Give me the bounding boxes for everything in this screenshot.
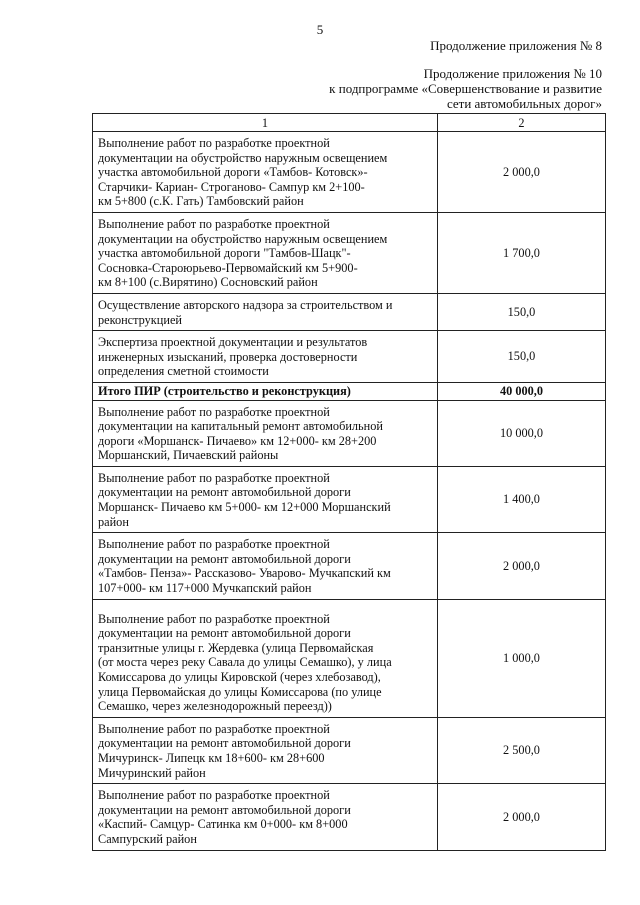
table-row <box>93 466 606 532</box>
subprogram-header-line: Продолжение приложения № 10 <box>423 66 602 81</box>
row-amount: 150,0 <box>438 293 606 330</box>
page-number: 5 <box>316 22 324 37</box>
row-description <box>93 293 438 330</box>
column-header-2: 2 <box>438 114 606 132</box>
table-row <box>93 400 606 466</box>
table-row <box>93 533 606 599</box>
table-row <box>93 132 606 213</box>
table-header-row <box>93 114 606 132</box>
description-line: документации на ремонт автомобильной дороги <box>98 551 351 566</box>
description-line: дороги «Моршанск- Пичаево» км 12+000- км 28+200 <box>98 433 377 448</box>
row-description <box>93 400 438 466</box>
row-description <box>93 331 438 383</box>
description-line: 107+000- км 117+000 Мучкапский район <box>98 581 312 596</box>
row-amount: 150,0 <box>438 331 606 383</box>
description-line: «Каспий- Самцур- Сатинка км 0+000- км 8+000 <box>98 817 348 832</box>
row-description <box>93 533 438 599</box>
column-header-1: 1 <box>93 114 438 132</box>
description-line: Мичуринск- Липецк км 18+600- км 28+600 <box>98 750 325 765</box>
description-line: Итого ПИР (строительство и реконструкция) <box>98 383 351 398</box>
description-line: Моршанск- Пичаево км 5+000- км 12+000 Моршанский <box>98 500 391 515</box>
row-amount: 2 000,0 <box>438 784 606 850</box>
row-amount: 40 000,0 <box>438 382 606 400</box>
description-line: улица Первомайская до улицы Комиссарова (по улице <box>98 684 382 699</box>
description-line: инженерных изысканий, проверка достоверности <box>98 349 358 364</box>
subprogram-header-line: сети автомобильных дорог» <box>446 96 602 111</box>
description-line: Выполнение работ по разработке проектной <box>98 136 330 150</box>
description-line: участка автомобильной дороги «Тамбов- Котовск»- <box>98 165 368 180</box>
description-line: Старчики- Кариан- Строганово- Сампур км 2+100- <box>98 179 365 194</box>
table-total-row <box>93 382 606 400</box>
row-amount: 1 700,0 <box>438 212 606 293</box>
description-line: участка автомобильной дороги "Тамбов-Шацк"- <box>98 246 351 261</box>
description-line: Выполнение работ по разработке проектной <box>98 611 330 626</box>
table-row <box>93 784 606 850</box>
row-amount: 2 500,0 <box>438 717 606 783</box>
description-line: документации на капитальный ремонт автомобильной <box>98 419 383 434</box>
appendix-continuation-header: Продолжение приложения № 8 <box>430 38 602 53</box>
row-description <box>93 599 438 717</box>
table-row <box>93 293 606 330</box>
row-description <box>93 784 438 850</box>
expenditure-table <box>92 113 606 851</box>
description-line: Выполнение работ по разработке проектной <box>98 216 330 231</box>
description-line: (от моста через реку Савала до улицы Семашко), у лица <box>98 655 392 670</box>
subprogram-header <box>329 66 602 111</box>
description-line: Выполнение работ по разработке проектной <box>98 537 330 552</box>
description-line: документации на ремонт автомобильной дороги <box>98 626 351 641</box>
description-line: Осуществление авторского надзора за строительством и <box>98 297 393 312</box>
description-line: Комиссарова до улицы Кировской (через хлебозавод), <box>98 670 381 684</box>
description-line: документации на обустройство наружным освещением <box>98 150 388 165</box>
row-description <box>93 212 438 293</box>
row-amount: 1 400,0 <box>438 466 606 532</box>
description-line: км 5+800 (с.К. Гать) Тамбовский район <box>98 194 304 209</box>
description-line: Экспертиза проектной документации и результатов <box>98 335 368 350</box>
row-description <box>93 132 438 213</box>
description-line: документации на ремонт автомобильной дороги <box>98 736 351 751</box>
description-line: Семашко, через железнодорожный переезд)) <box>98 699 332 714</box>
table-row <box>93 331 606 383</box>
description-line: Сампурский район <box>98 831 197 846</box>
row-description <box>93 717 438 783</box>
description-line: «Тамбов- Пенза»- Рассказово- Уварово- Мучкапский км <box>98 566 391 581</box>
description-line: транзитные улицы г. Жердевка (улица Первомайская <box>98 640 374 655</box>
description-line: реконструкцией <box>98 312 182 327</box>
description-line: документации на ремонт автомобильной дороги <box>98 802 351 817</box>
description-line: Моршанский, Пичаевский районы <box>98 448 279 463</box>
description-line: документации на обустройство наружным освещением <box>98 231 388 246</box>
table-row <box>93 212 606 293</box>
row-amount: 2 000,0 <box>438 132 606 213</box>
table-row <box>93 599 606 717</box>
row-amount: 2 000,0 <box>438 533 606 599</box>
row-description <box>93 466 438 532</box>
description-line: район <box>98 514 129 529</box>
description-line: Сосновка-Староюрьево-Первомайский км 5+900- <box>98 260 358 275</box>
description-line: документации на ремонт автомобильной дороги <box>98 485 351 500</box>
subprogram-header-line: к подпрограмме «Совершенствование и развитие <box>329 81 602 96</box>
table-row <box>93 717 606 783</box>
row-description <box>93 382 438 400</box>
description-line: Мичуринский район <box>98 765 206 780</box>
description-line: определения сметной стоимости <box>98 364 269 379</box>
description-line: Выполнение работ по разработке проектной <box>98 470 330 485</box>
row-amount: 10 000,0 <box>438 400 606 466</box>
description-line: км 8+100 (с.Вирятино) Сосновский район <box>98 275 318 290</box>
description-line: Выполнение работ по разработке проектной <box>98 721 330 736</box>
row-amount: 1 000,0 <box>438 599 606 717</box>
description-line: Выполнение работ по разработке проектной <box>98 788 330 803</box>
description-line: Выполнение работ по разработке проектной <box>98 404 330 419</box>
